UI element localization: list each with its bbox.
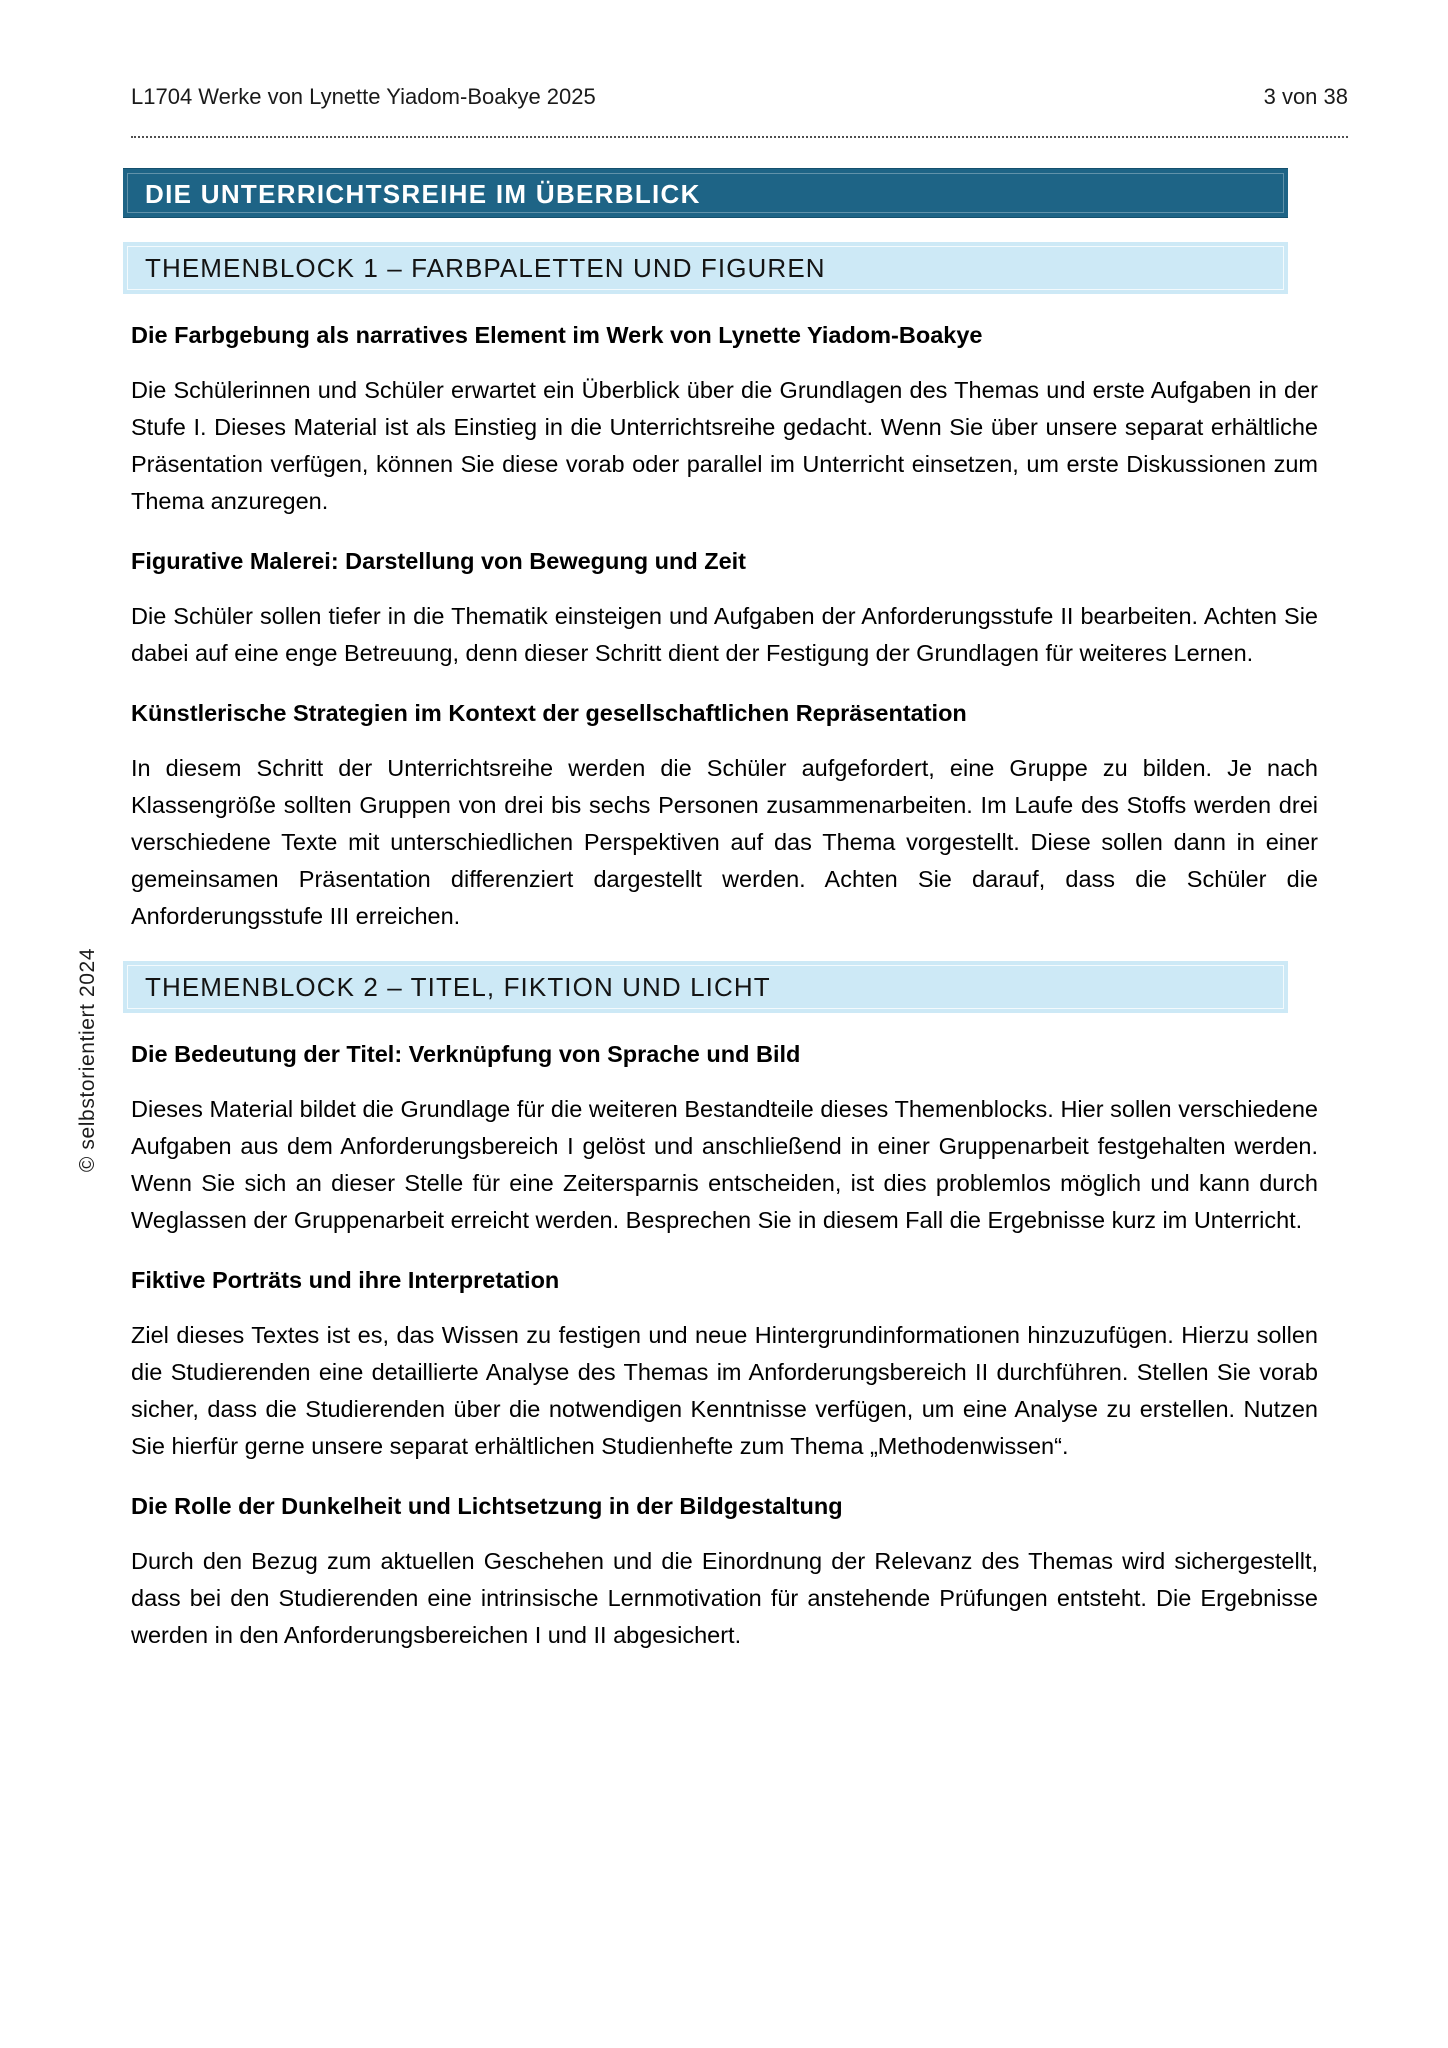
document-code: L1704 Werke von Lynette Yiadom-Boakye 2025 <box>131 84 596 109</box>
block-paragraph: Durch den Bezug zum aktuellen Geschehen und die Einordnung der Relevanz des Themas wird sichergestellt, dass bei den Studierenden eine intrinsische Lernmotivation für anstehende Prüfungen entsteht. Die Ergebnisse werden in den Anforderungsbereichen I und II abgesichert. <box>131 1548 1318 1648</box>
running-header <box>131 84 1348 138</box>
copyright-vertical-label: © selbstorientiert 2024 <box>76 947 99 1173</box>
section-themenblock-1 <box>131 242 1318 935</box>
block-paragraph: Ziel dieses Textes ist es, das Wissen zu festigen und neue Hintergrundinformationen hinzuzufügen. Hierzu sollen die Studierenden eine detaillierte Analyse des Themas im Anforderungsbereich II durchführen. Stellen Sie vorab sicher, dass die Studierenden über die notwendigen Kenntnisse verfügen, um eine Analyse zu erstellen. Nutzen Sie hierfür gerne unsere separat erhältlichen Studienhefte zum Thema „Methodenwissen“. <box>131 1322 1318 1459</box>
page-number: 3 von 38 <box>1263 84 1348 109</box>
block-paragraph: In diesem Schritt der Unterrichtsreihe werden die Schüler aufgefordert, eine Gruppe zu bilden. Je nach Klassengröße sollten Gruppen von drei bis sechs Personen zusammenarbeiten. Im Laufe des Stoffs werden drei verschiedene Texte mit unterschiedlichen Perspektiven auf das Thema vorgestellt. Diese sollen dann in einer gemeinsamen Präsentation differenziert dargestellt werden. Achten Sie darauf, dass die Schüler die Anforderungsstufe III erreichen. <box>131 755 1318 929</box>
block-heading: Die Rolle der Dunkelheit und Lichtsetzung in der Bildgestaltung <box>131 1493 843 1519</box>
block-heading: Künstlerische Strategien im Kontext der gesellschaftlichen Repräsentation <box>131 700 967 726</box>
section-banner: THEMENBLOCK 2 – TITEL, FIKTION UND LICHT <box>123 961 1288 1013</box>
block-paragraph: Die Schüler sollen tiefer in die Thematik einsteigen und Aufgaben der Anforderungsstufe II bearbeiten. Achten Sie dabei auf eine enge Betreuung, denn dieser Schritt dient der Festigung der Grundlagen für weiteres Lernen. <box>131 603 1318 666</box>
block-heading: Die Bedeutung der Titel: Verknüpfung von Sprache und Bild <box>131 1041 801 1067</box>
block-paragraph: Dieses Material bildet die Grundlage für die weiteren Bestandteile dieses Themenblocks. Hier sollen verschiedene Aufgaben aus dem Anforderungsbereich I gelöst und anschließend in einer Gruppenarbeit festgehalten werden. Wenn Sie sich an dieser Stelle für eine Zeitersparnis entscheiden, ist dies problemlos möglich und kann durch Weglassen der Gruppenarbeit erreicht werden. Besprechen Sie in diesem Fall die Ergebnisse kurz im Unterricht. <box>131 1096 1318 1233</box>
section-banner: THEMENBLOCK 1 – FARBPALETTEN UND FIGUREN <box>123 242 1288 294</box>
block-heading: Fiktive Porträts und ihre Interpretation <box>131 1267 560 1293</box>
section-themenblock-2 <box>131 961 1318 1654</box>
block-heading: Die Farbgebung als narratives Element im Werk von Lynette Yiadom-Boakye <box>131 322 983 348</box>
block-heading: Figurative Malerei: Darstellung von Bewegung und Zeit <box>131 548 746 574</box>
block-paragraph: Die Schülerinnen und Schüler erwartet ein Überblick über die Grundlagen des Themas und erste Aufgaben in der Stufe I. Dieses Material ist als Einstieg in die Unterrichtsreihe gedacht. Wenn Sie über unsere separat erhältliche Präsentation verfügen, können Sie diese vorab oder parallel im Unterricht einsetzen, um erste Diskussionen zum Thema anzuregen. <box>131 377 1318 514</box>
overview-title-banner: DIE UNTERRICHTSREIHE IM ÜBERBLICK <box>123 168 1288 218</box>
